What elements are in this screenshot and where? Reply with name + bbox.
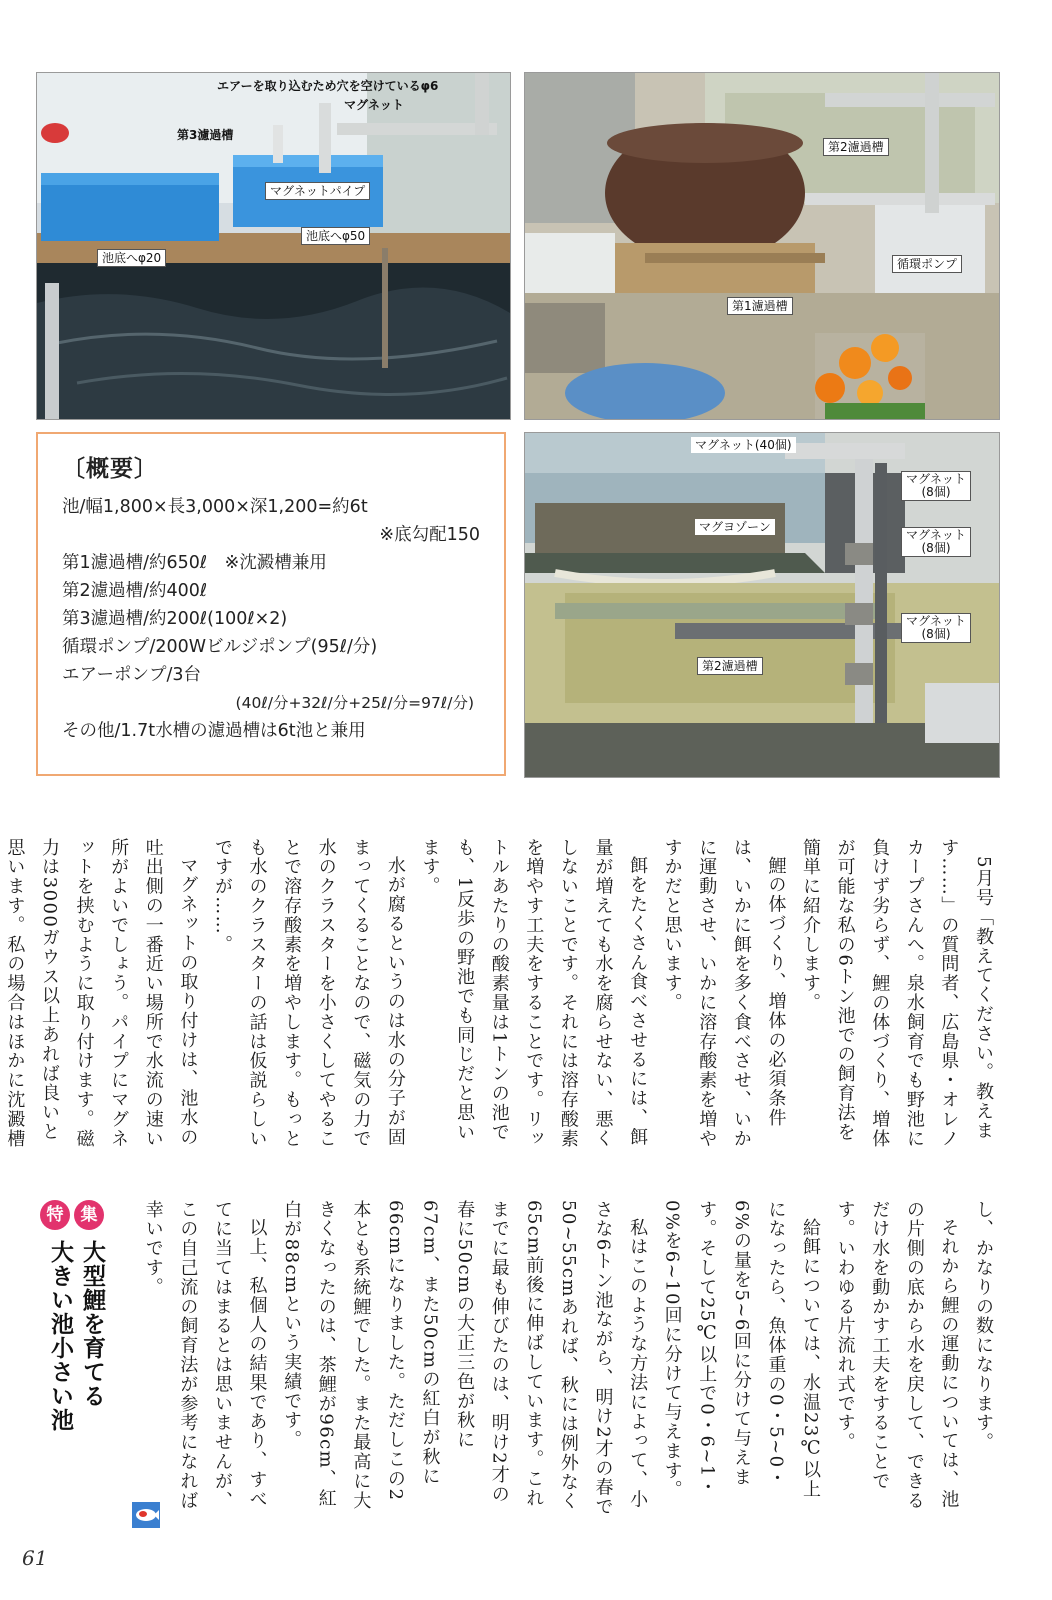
label-magozone: マグヨゾーン: [695, 519, 775, 535]
label-air-hole: エアーを取り込むため穴を空けているφ6: [217, 79, 439, 93]
summary-line-air-flow: (40ℓ/分+32ℓ/分+25ℓ/分=97ℓ/分): [235, 694, 474, 712]
label-magnet-8-middle: マグネット(8個): [901, 527, 971, 557]
article-upper-block: [4, 838, 1000, 1156]
summary-line-other: その他/1.7t水槽の濾過槽は6t池と兼用: [62, 721, 366, 741]
label-magnet: マグネット: [344, 98, 404, 112]
summary-line-filter-2: 第2濾過槽/約400ℓ: [62, 581, 208, 601]
summary-heading: 〔概要〕: [62, 456, 158, 482]
label-magnet-pipe: マグネットパイプ: [265, 182, 370, 200]
article-paragraph: 鯉の体づくり、増体の必須条件は、いかに餌を多く食べさせ、いかに運動させ、いかに溶存酸素を増やすかだと思います。: [661, 838, 787, 1149]
article-paragraph: し、かなりの数になります。: [973, 1200, 994, 1453]
label-magnet-8-lower: マグネット(8個): [901, 613, 971, 643]
photo-filter-tanks: [524, 72, 1000, 420]
filter-tanks-illustration: [525, 73, 999, 419]
summary-line-slope: ※底勾配150: [379, 525, 480, 545]
article-paragraph: それから鯉の運動については、池の片側の底から水を戻して、できるだけ水を動かす工夫をすることです。いわゆる片流れ式です。: [834, 1200, 960, 1511]
summary-box: [36, 432, 506, 776]
label-magnet-40: マグネット(40個): [691, 437, 796, 453]
article-paragraph: 私はこのような方法によって、小さな6トン池ながら、明け2才の春で50~55cmあれば、秋には例外なく65cm前後に伸ばしています。これまでに最も伸びたのは、明け2才の春に50cmの大正三色が秋に67cm、また50cmの紅白が秋に66cmになりました。ただしこの2本とも系統鯉でした。また最高に大きくなったのは、茶鯉が96cm、紅白が88cmという実績です。: [281, 1200, 649, 1517]
pond-photo-illustration: [37, 73, 510, 419]
label-filter-3: 第3濾過槽: [177, 128, 234, 142]
label-magnet-8-upper: マグネット(8個): [901, 471, 971, 501]
summary-line-filter-1: 第1濾過槽/約650ℓ ※沈澱槽兼用: [62, 553, 327, 573]
label-filter-2: 第2濾過槽: [823, 138, 889, 156]
feature-badge-toku: 特: [40, 1200, 70, 1230]
article-paragraph: 5月号「教えてください。教えます……」の質問者、広島県・オレノカープさんへ。泉水飼育でも野池に負けず劣らず、鯉の体づくり、増体が可能な私の6トン池での飼育法を簡単に紹介します。: [800, 838, 994, 1149]
label-circulation-pump: 循環ポンプ: [892, 255, 962, 273]
summary-line-pond: 池/幅1,800×長3,000×深1,200=約6t: [62, 497, 368, 517]
label-pond-bottom-50: 池底へφ50: [301, 227, 370, 245]
label-filter-2: 第2濾過槽: [697, 657, 763, 675]
feature-badge-shu: 集: [74, 1200, 104, 1230]
label-pond-bottom-20: 池底へφ20: [97, 249, 166, 267]
koi-logo-icon: [132, 1502, 160, 1528]
article-paragraph: マグネットの取り付けは、池水の吐出側の一番近い場所で水流の速い所がよいでしょう。パイプにマグネットを挟むように取り付けます。磁力は3000ガウス以上あれば良いと思います。私の場合はほかに沈澱槽: [4, 838, 199, 1149]
feature-banner: [40, 1200, 110, 1490]
article-paragraph: 餌をたくさん食べさせるには、餌量が増えても水を腐らせない、悪くしないことです。それには溶存酸素を増やす工夫をすることです。リットルあたりの酸素量は1トンの池でも、1反歩の野池でも同じだと思います。: [419, 838, 649, 1149]
photo-magnets: [524, 432, 1000, 778]
feature-title-line-2: 大きい池小さい池: [47, 1240, 73, 1432]
page-number: 61: [22, 1546, 48, 1570]
article-paragraph: 給餌については、水温23℃以上になったら、魚体重の0・5~0・6%の量を5~6回に分けて与えます。そして25℃以上で0・6~1・0%を6~10回に分けて与えます。: [661, 1200, 822, 1500]
article-paragraph: 以上、私個人の結果であり、すべてに当てはまるとは思いませんが、この自己流の飼育法が参考になれば幸いです。: [142, 1200, 268, 1511]
summary-line-filter-3: 第3濾過槽/約200ℓ(100ℓ×2): [62, 609, 288, 629]
article-lower-block: [142, 1200, 1000, 1518]
photo-pond-filters: [36, 72, 511, 420]
article-paragraph: 水が腐るというのは水の分子が固まってくることなので、磁気の力で水のクラスターを小さくしてやることで溶存酸素を増やします。もっとも水のクラスターの話は仮説らしいですが……。: [211, 838, 406, 1149]
feature-title-line-1: 大型鯉を育てる: [79, 1240, 105, 1408]
label-filter-1: 第1濾過槽: [727, 297, 793, 315]
summary-line-air-pump: エアーポンプ/3台: [62, 665, 202, 685]
summary-line-circulation-pump: 循環ポンプ/200Wビルジポンプ(95ℓ/分): [62, 637, 378, 657]
